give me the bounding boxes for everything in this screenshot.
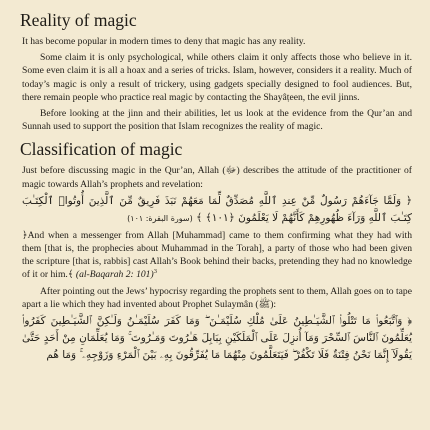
arabic-verse-reference: (سورة البقرة: ١٠١) [127, 213, 193, 223]
paragraph-after-verse: After pointing out the Jews’ hypocrisy regarding the prophets sent to them, Allah goes on to tape apart a lie which they had invented about Prophet Sulaymân (ﷺ): [22, 285, 412, 310]
section-heading-classification-of-magic: Classification of magic [20, 139, 183, 160]
paragraph-1: It has become popular in modern times to deny that magic has any reality. [22, 36, 306, 47]
verse-translation-text: ﴿And when a messenger from Allah [Muhammad] came to them confirming what they had with them [that is, the prophecies about Muhammad in the Torah], a party of those who had been given the scripture [that is, rabbis] cast Allah’s Book behind their backs, pretending they had no knowledge of it or him.﴾ [22, 229, 412, 281]
verse-translation-reference: (al-Baqarah 2: 101) [75, 269, 154, 281]
section-heading-reality-of-magic: Reality of magic [20, 10, 137, 30]
paragraph-3: Before looking at the jinn and their abilities, let us look at the evidence from the Qur’an and Sunnah used to support the position that Islam recognizes the reality of magic. [22, 108, 412, 133]
arabic-verse-2-text: ﴿ وَٱتَّبَعُوا۟ مَا تَتْلُوا۟ ٱلشَّيَـٰطِينُ عَلَىٰ مُلْكِ سُلَيْمَـٰنَ ۖ وَمَا كَفَرَ سُلَيْمَـٰنُ وَلَـٰكِنَّ ٱلشَّيَـٰطِينَ كَفَرُوا۟ يُعَلِّمُونَ ٱلنَّاسَ ٱلسِّحْرَ وَمَآ أُنزِلَ عَلَى ٱلْمَلَكَيْنِ بِبَابِلَ هَـٰرُوتَ وَمَـٰرُوتَ ۚ وَمَا يُعَلِّمَانِ مِنْ أَحَدٍ حَتَّىٰ يَقُولَآ إِنَّمَا نَحْنُ فِتْنَةٌ فَلَا تَكْفُرْ ۖ فَيَتَعَلَّمُونَ مِنْهُمَا مَا يُفَرِّقُونَ بِهِۦ بَيْنَ ٱلْمَرْءِ وَزَوْجِهِۦ ۚ وَمَا هُم [22, 315, 412, 362]
arabic-verse-baqarah-101 [22, 193, 412, 227]
paragraph-intro: Just before discussing magic in the Qur’an, Allah (ﷻ) describes the attitude of the practitioner of magic towards Allah’s prophets and revelation: [22, 165, 412, 190]
paragraph-2: Some claim it is only psychological, while others claim it only affects those who believe in it. Some even claim it is all a hoax and a series of tricks. Islam, however, considers it a reality. Much of today’s magic is only a result of trickery, using gadgets specially designed to fool audiences. But, there remain people who practice real magic by contacting the Shayâṭeen, the evil jinns. [22, 52, 412, 103]
arabic-verse-text: ﴿ وَلَمَّا جَآءَهُمْ رَسُولٌ مِّنْ عِندِ ٱللَّهِ مُصَدِّقٌ لِّمَا مَعَهُمْ نَبَذَ فَرِيقٌ مِّنَ ٱلَّذِينَ أُوتُوا۟ ٱلْكِتَـٰبَ كِتَـٰبَ ٱللَّهِ وَرَآءَ ظُهُورِهِمْ كَأَنَّهُمْ لَا يَعْلَمُونَ ﴿١٠١﴾ ﴾ [22, 194, 412, 224]
arabic-verse-baqarah-102 [22, 313, 412, 364]
verse-translation [22, 229, 412, 282]
footnote-marker: 3 [153, 268, 157, 276]
